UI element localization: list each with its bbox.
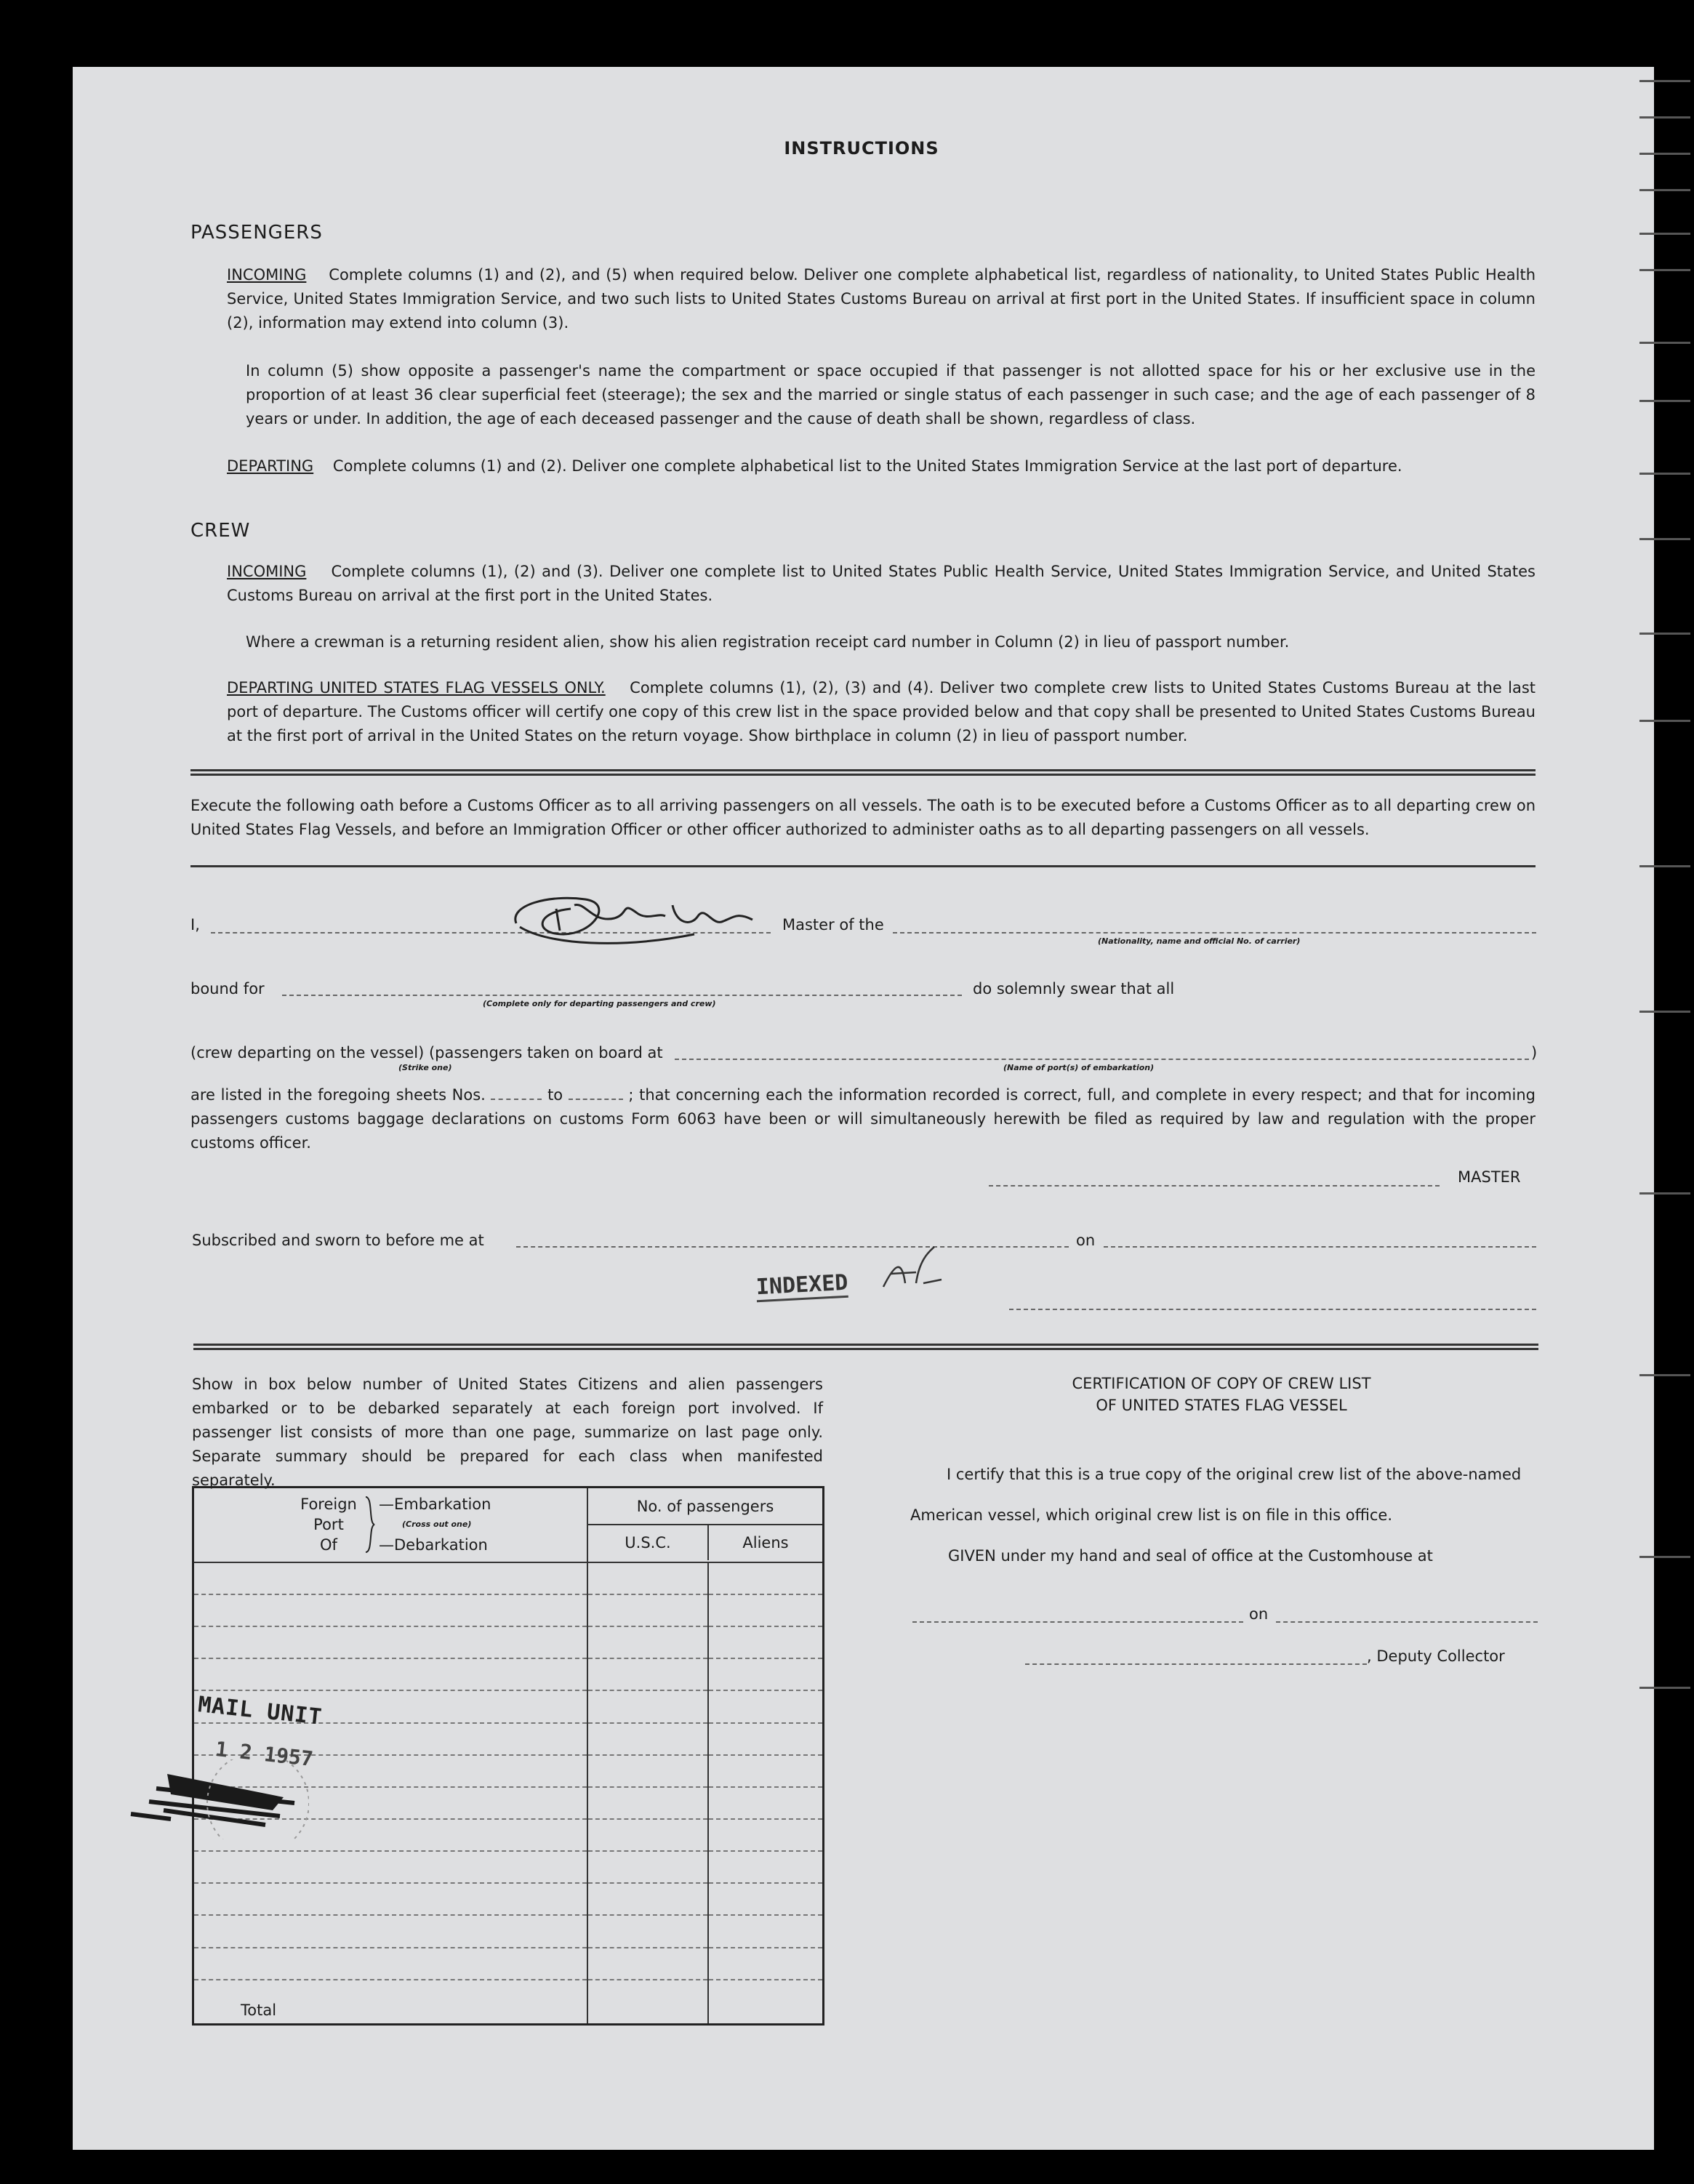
usc-cell[interactable] xyxy=(587,1723,708,1755)
crew-incoming-label: INCOMING xyxy=(227,563,307,580)
strike-one-note: (Strike one) xyxy=(398,1063,452,1072)
given-line: GIVEN under my hand and seal of office at the Customhouse at xyxy=(948,1547,1433,1565)
subscribed-label: Subscribed and sworn to before me at xyxy=(192,1232,484,1249)
bound-for-note: (Complete only for departing passengers and crew) xyxy=(483,999,716,1008)
usc-cell[interactable] xyxy=(587,1562,708,1594)
total-row xyxy=(193,1980,824,2025)
officer-signature-field[interactable] xyxy=(1009,1309,1536,1310)
usc-cell[interactable] xyxy=(587,1690,708,1722)
aliens-cell[interactable] xyxy=(708,1915,824,1947)
embarkation-option[interactable]: —Embarkation xyxy=(379,1496,491,1513)
crew-departing-strike-text: (crew departing on the vessel) (passengers taken on board at xyxy=(190,1044,663,1061)
sheet-from-field[interactable] xyxy=(491,1099,542,1100)
certify-on-label: on xyxy=(1249,1605,1269,1623)
aliens-cell[interactable] xyxy=(708,1723,824,1755)
total-label: Total xyxy=(193,1980,588,2025)
crew-incoming-text: Complete columns (1), (2) and (3). Deliver one complete list to United States Public Health Service, United States Immigration Service, and United States Customs Bureau on arrival at the first port in the United States. xyxy=(227,563,1536,604)
mail-unit-stamp: MAIL UNIT xyxy=(196,1692,324,1730)
aliens-cell[interactable] xyxy=(708,1626,824,1658)
resident-alien-paragraph: Where a crewman is a returning resident alien, show his alien registration receipt card number in Column (2) in lieu of passport number. xyxy=(246,633,1290,651)
certify-date-field[interactable] xyxy=(1276,1621,1538,1623)
aliens-cell[interactable] xyxy=(708,1562,824,1594)
carrier-note: (Nationality, name and official No. of carrier) xyxy=(1098,936,1301,946)
bound-for-label: bound for xyxy=(190,980,265,997)
close-paren: ) xyxy=(1531,1044,1538,1061)
total-usc-cell[interactable] xyxy=(587,1980,708,2025)
oath-i-label: I, xyxy=(190,916,200,934)
deputy-collector-label: , Deputy Collector xyxy=(1367,1647,1505,1665)
table-row xyxy=(193,1851,824,1883)
crew-departing-text: Complete columns (1), (2), (3) and (4). Deliver two complete crew lists to United States Customs Bureau at the last port of departure. The Customs officer will certify one copy of this crew list in the space provided below and that copy shall be presented to United States Customs Bureau at the first port of arrival in the United States on the return voyage. Show birthplace in column (2) in lieu of passport number. xyxy=(227,679,1536,744)
port-cell[interactable] xyxy=(193,1851,588,1883)
oath-intro: Execute the following oath before a Customs Officer as to all arriving passengers on all vessels. The oath is to be executed before a Customs Officer as to all departing crew on United States Flag Vessels, and before an Immigration Officer or other officer authorized to administer oaths as to all departing passengers on all vessels. xyxy=(190,797,1536,838)
page-edge-marks xyxy=(1639,65,1694,1701)
usc-cell[interactable] xyxy=(587,1851,708,1883)
no-passengers-header: No. of passengers xyxy=(588,1489,822,1525)
table-row xyxy=(193,1626,824,1658)
aliens-header: Aliens xyxy=(742,1534,789,1552)
port-cell[interactable] xyxy=(193,1658,588,1690)
oath-statement xyxy=(190,1083,1536,1155)
usc-cell[interactable] xyxy=(587,1755,708,1787)
ports-note: (Name of port(s) of embarkation) xyxy=(1003,1063,1155,1072)
master-signature xyxy=(505,883,782,952)
aliens-cell[interactable] xyxy=(708,1883,824,1915)
usc-cell[interactable] xyxy=(587,1915,708,1947)
table-row xyxy=(193,1658,824,1690)
usc-cell[interactable] xyxy=(587,1594,708,1626)
brace-icon xyxy=(363,1496,377,1554)
port-cell[interactable] xyxy=(193,1948,588,1980)
aliens-cell[interactable] xyxy=(708,1819,824,1851)
aliens-cell[interactable] xyxy=(708,1948,824,1980)
indexed-initials xyxy=(876,1243,945,1294)
date-stamp: 1 2 1957 xyxy=(214,1737,315,1771)
port-cell[interactable] xyxy=(193,1626,588,1658)
foreign-label: Foreign xyxy=(300,1496,357,1513)
port-cell[interactable] xyxy=(193,1883,588,1915)
certification-title xyxy=(1040,1373,1403,1416)
usc-cell[interactable] xyxy=(587,1883,708,1915)
bound-for-field[interactable] xyxy=(282,995,962,996)
sworn-place-field[interactable] xyxy=(516,1246,1069,1248)
port-cell[interactable] xyxy=(193,1562,588,1594)
aliens-cell[interactable] xyxy=(708,1755,824,1787)
usc-cell[interactable] xyxy=(587,1819,708,1851)
sworn-date-field[interactable] xyxy=(1104,1246,1536,1248)
carrier-field[interactable] xyxy=(893,932,1536,934)
usc-cell[interactable] xyxy=(587,1626,708,1658)
passengers-departing-text: Complete columns (1) and (2). Deliver one complete alphabetical list to the United States Immigration Service at the last port of departure. xyxy=(332,457,1402,475)
crew-departing-label: DEPARTING UNITED STATES FLAG VESSELS ONLY. xyxy=(227,679,606,696)
column5-paragraph: In column (5) show opposite a passenger's name the compartment or space occupied if that passenger is not allotted space for his or her exclusive use in the proportion of at least 36 clear superficial feet (steerage); the sex and the married or single status of each passenger in such case; and the age of each passenger of 8 years or under. In addition, the age of each deceased passenger and the cause of death shall be shown, regardless of class. xyxy=(246,362,1536,427)
aliens-cell[interactable] xyxy=(708,1851,824,1883)
summary-instructions: Show in box below number of United States Citizens and alien passengers embarked or to be debarked separately at each foreign port involved. If passenger list consists of more than one page, summarize on last page only. Separate summary should be prepared for each class when manifested separately. xyxy=(192,1376,823,1489)
usc-header: U.S.C. xyxy=(588,1525,709,1560)
swear-text: do solemnly swear that all xyxy=(973,980,1175,997)
section-divider xyxy=(190,769,1536,776)
passengers-departing-paragraph xyxy=(227,454,1536,478)
certify-line2: American vessel, which original crew list is on file in this office. xyxy=(910,1506,1393,1524)
master-label: MASTER xyxy=(1458,1168,1521,1186)
master-signature-field[interactable] xyxy=(989,1185,1440,1187)
port-header-cell xyxy=(193,1488,588,1562)
certification-title-line2: OF UNITED STATES FLAG VESSEL xyxy=(1096,1397,1347,1414)
oath-top-rule xyxy=(190,865,1536,867)
sworn-on-label: on xyxy=(1076,1232,1096,1249)
total-aliens-cell[interactable] xyxy=(708,1980,824,2025)
usc-cell[interactable] xyxy=(587,1787,708,1819)
aliens-cell[interactable] xyxy=(708,1658,824,1690)
embarkation-ports-field[interactable] xyxy=(675,1059,1529,1060)
usc-cell[interactable] xyxy=(587,1658,708,1690)
instructions-title: INSTRUCTIONS xyxy=(784,138,939,158)
crew-heading: CREW xyxy=(190,520,251,542)
usc-cell[interactable] xyxy=(587,1948,708,1980)
master-of-the-label: Master of the xyxy=(782,916,884,934)
passengers-heading: PASSENGERS xyxy=(190,222,323,244)
port-label: Port xyxy=(313,1516,344,1533)
customhouse-field[interactable] xyxy=(912,1621,1243,1623)
to-label: to xyxy=(547,1086,563,1104)
passengers-incoming-paragraph xyxy=(227,263,1536,335)
indexed-stamp: INDEXED xyxy=(755,1270,848,1303)
passengers-incoming-label: INCOMING xyxy=(227,266,307,284)
table-row xyxy=(193,1594,824,1626)
sheet-to-field[interactable] xyxy=(569,1099,623,1100)
passengers-departing-label: DEPARTING xyxy=(227,457,314,475)
port-cell[interactable] xyxy=(193,1594,588,1626)
table-row xyxy=(193,1915,824,1947)
ink-scribble xyxy=(127,1759,309,1839)
debarkation-option[interactable]: —Debarkation xyxy=(379,1536,488,1554)
aliens-cell[interactable] xyxy=(708,1787,824,1819)
sheets-label: are listed in the foregoing sheets Nos. xyxy=(190,1086,486,1104)
aliens-cell[interactable] xyxy=(708,1594,824,1626)
passengers-incoming-text: Complete columns (1) and (2), and (5) when required below. Deliver one complete alphabetical list, regardless of nationality, to United States Public Health Service, United States Immigration Service, and two such lists to United States Customs Bureau on arrival at first port in the United States. If insufficient space in column (2), information may extend into column (3). xyxy=(227,266,1536,332)
deputy-signature-field[interactable] xyxy=(1025,1663,1367,1665)
cross-out-note: (Cross out one) xyxy=(402,1519,472,1529)
crew-departing-paragraph xyxy=(227,676,1536,748)
certify-line1: I certify that this is a true copy of the original crew list of the above-named xyxy=(947,1466,1522,1483)
of-label: Of xyxy=(320,1536,337,1554)
table-row xyxy=(193,1562,824,1594)
table-row xyxy=(193,1883,824,1915)
certification-title-line1: CERTIFICATION OF COPY OF CREW LIST xyxy=(1072,1375,1371,1392)
crew-incoming-paragraph xyxy=(227,560,1536,608)
table-row xyxy=(193,1948,824,1980)
oath-statement-text: ; that concerning each the information recorded is correct, full, and complete in every respect; and that for incoming passengers customs baggage declarations on customs Form 6063 have been or will simultaneously herewith be filed as required by law and regulation with the proper customs officer. xyxy=(190,1086,1536,1152)
port-cell[interactable] xyxy=(193,1915,588,1947)
aliens-cell[interactable] xyxy=(708,1690,824,1722)
bottom-divider xyxy=(193,1344,1538,1350)
